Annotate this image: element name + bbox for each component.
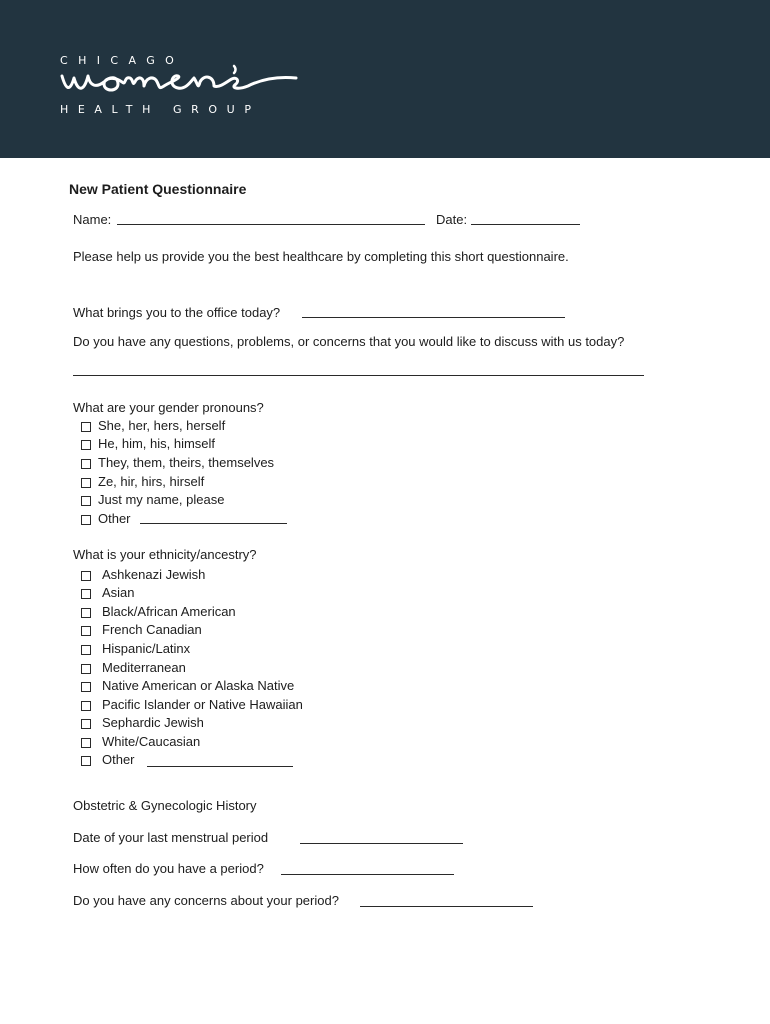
pronoun-other-field[interactable] <box>140 523 287 524</box>
logo <box>60 54 300 120</box>
ethnicity-option: Asian <box>102 585 135 600</box>
logo-line-chicago: CHICAGO <box>60 54 185 67</box>
name-field[interactable] <box>117 224 425 225</box>
pronoun-option: They, them, theirs, themselves <box>98 455 275 470</box>
pronouns-question: What are your gender pronouns? <box>73 400 264 415</box>
pronoun-option: Just my name, please <box>98 492 225 507</box>
form-title: New Patient Questionnaire <box>69 181 247 197</box>
pronoun-checkbox[interactable] <box>81 422 91 432</box>
visit-reason-label: What brings you to the office today? <box>73 305 281 320</box>
logo-script-womens <box>60 64 300 102</box>
date-field[interactable] <box>471 224 580 225</box>
ethnicity-checkbox[interactable] <box>81 571 91 581</box>
visit-reason-field[interactable] <box>302 317 565 318</box>
ethnicity-option: Other <box>102 752 135 767</box>
pronoun-checkbox[interactable] <box>81 478 91 488</box>
ethnicity-checkbox[interactable] <box>81 626 91 636</box>
pronoun-checkbox[interactable] <box>81 496 91 506</box>
ethnicity-option: Black/African American <box>102 604 236 619</box>
ethnicity-option: Hispanic/Latinx <box>102 641 191 656</box>
lmp-field[interactable] <box>300 843 463 844</box>
date-label: Date: <box>436 212 468 227</box>
name-label: Name: <box>73 212 112 227</box>
ethnicity-checkbox[interactable] <box>81 756 91 766</box>
pronoun-checkbox[interactable] <box>81 515 91 525</box>
period-frequency-field[interactable] <box>281 874 454 875</box>
ethnicity-checkbox[interactable] <box>81 738 91 748</box>
logo-line-health-group: HEALTH GROUP <box>60 103 261 116</box>
ethnicity-option: French Canadian <box>102 622 202 637</box>
pronoun-option: Other <box>98 511 131 526</box>
ethnicity-option: Native American or Alaska Native <box>102 678 295 693</box>
ethnicity-option: Pacific Islander or Native Hawaiian <box>102 697 303 712</box>
period-concerns-field[interactable] <box>360 906 533 907</box>
ethnicity-checkbox[interactable] <box>81 664 91 674</box>
ethnicity-checkbox[interactable] <box>81 589 91 599</box>
pronoun-checkbox[interactable] <box>81 459 91 469</box>
ethnicity-checkbox[interactable] <box>81 701 91 711</box>
concerns-field[interactable] <box>73 375 644 376</box>
ethnicity-option: Sephardic Jewish <box>102 715 204 730</box>
ethnicity-option: Ashkenazi Jewish <box>102 567 206 582</box>
ethnicity-checkbox[interactable] <box>81 645 91 655</box>
period-concerns-label: Do you have any concerns about your period? <box>73 893 339 908</box>
period-frequency-label: How often do you have a period? <box>73 861 264 876</box>
ethnicity-question: What is your ethnicity/ancestry? <box>73 547 257 562</box>
pronoun-checkbox[interactable] <box>81 440 91 450</box>
pronoun-option: Ze, hir, hirs, hirself <box>98 474 205 489</box>
pronoun-option: She, her, hers, herself <box>98 418 226 433</box>
obgyn-heading: Obstetric & Gynecologic History <box>73 798 257 813</box>
lmp-label: Date of your last menstrual period <box>73 830 269 845</box>
ethnicity-option: White/Caucasian <box>102 734 201 749</box>
ethnicity-checkbox[interactable] <box>81 682 91 692</box>
ethnicity-checkbox[interactable] <box>81 608 91 618</box>
pronoun-option: He, him, his, himself <box>98 436 216 451</box>
ethnicity-checkbox[interactable] <box>81 719 91 729</box>
intro-text: Please help us provide you the best healthcare by completing this short questionnaire. <box>73 249 569 264</box>
concerns-question: Do you have any questions, problems, or concerns that you would like to discuss with us today? <box>73 334 625 349</box>
ethnicity-option: Mediterranean <box>102 660 186 675</box>
header-banner <box>0 0 770 158</box>
ethnicity-other-field[interactable] <box>147 766 293 767</box>
